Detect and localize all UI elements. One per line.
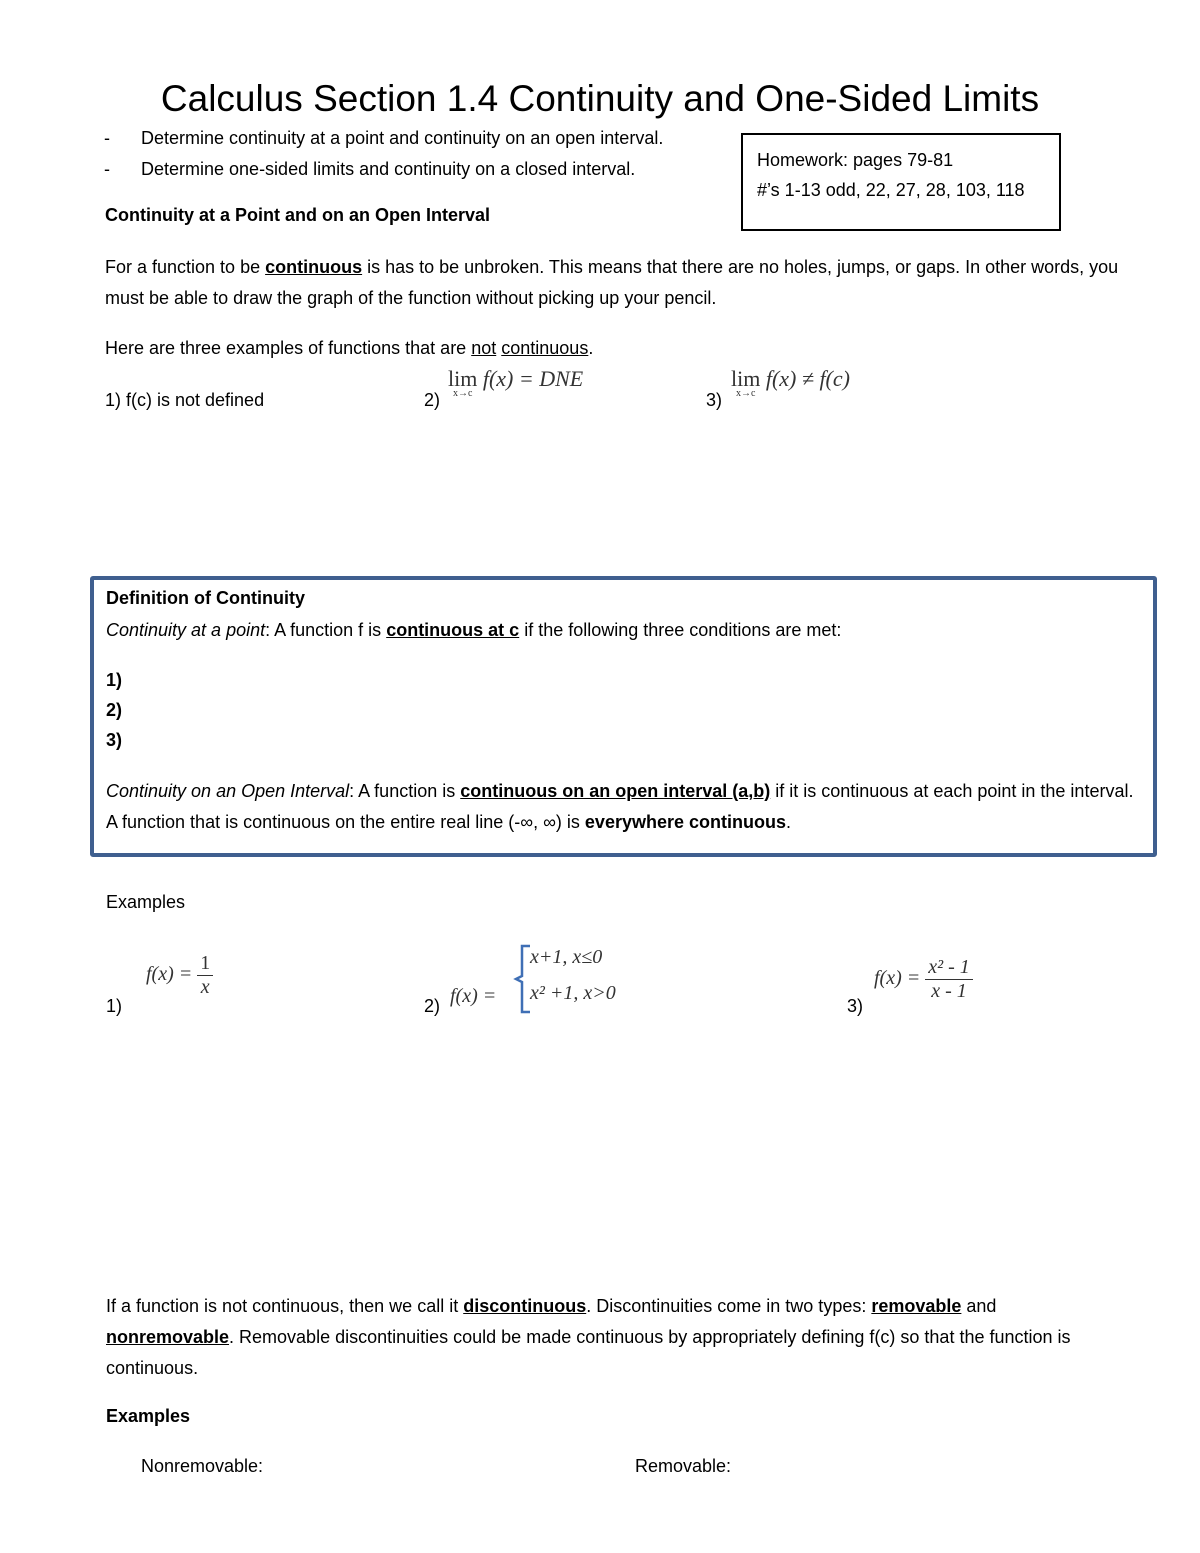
limit-expression: f(x) ≠ f(c) [765,366,850,391]
text-run: if it is continuous at each point in the interval. A function that is continuous on the entire real line (-∞, ∞) is [106,781,1134,832]
example-label: 2) [424,996,441,1016]
bullet-dash: - [104,128,110,148]
condition-item: 1) [106,670,123,690]
examples-heading: Examples [106,892,186,912]
numerator: 1 [197,952,213,976]
limit-expression: f(x) = DNE [482,366,584,391]
text-run: . [588,338,594,358]
piecewise-case-1: x+1, x≤0 [530,946,603,968]
fraction [925,956,973,1003]
homework-pages: Homework: pages 79-81 [757,150,954,170]
lim-subscript: x→c [735,388,756,399]
homework-box [741,133,1061,231]
term-continuous-at-c: continuous at c [386,620,520,640]
continuity-open-interval [106,776,1136,838]
term-everywhere-continuous: everywhere continuous [584,812,786,832]
removable-label: Removable: [635,1456,732,1476]
condition-item: 2) [106,700,123,720]
examples-intro [105,333,1145,364]
example-label: 1) [106,996,123,1016]
example-not-defined: 1) f(c) is not defined [105,390,265,410]
continuity-at-point [106,620,841,641]
function-lhs: f(x) = [874,967,921,990]
example-label: 3) [706,390,723,410]
section-heading: Continuity at a Point and on an Open Interval [105,205,491,225]
example-limit-dne [448,366,583,399]
text-run: is has to be unbroken. This means that there are no holes, jumps, or gaps. In other words, you must be able to draw the graph of the function without picking up your pencil. [105,257,1119,308]
text-run: and [961,1296,997,1316]
term-continuous-underlined: continuous [501,338,589,358]
term-nonremovable: nonremovable [106,1327,230,1347]
term-open-interval: continuous on an open interval (a,b) [460,781,771,801]
text-run: . Removable discontinuities could be made continuous by appropriately defining f(c) so that the function is continuous. [106,1327,1071,1378]
continuity-paragraph [105,252,1145,314]
definition-heading: Definition of Continuity [106,588,305,608]
function-lhs: f(x) = [146,963,193,986]
function-rational [874,956,973,1003]
bullet-dash: - [104,159,110,179]
objective-item [104,126,663,150]
page-title: Calculus Section 1.4 Continuity and One-Sided Limits [160,78,1040,119]
objective-text: Determine one-sided limits and continuity on a closed interval. [141,159,636,179]
text-run: . [785,812,791,832]
limit-operator [448,366,477,399]
objective-text: Determine continuity at a point and continuity on an open interval. [141,128,664,148]
text-run: For a function to be [105,257,266,277]
denominator: x - 1 [931,980,967,1002]
text-run: if the following three conditions are met: [519,620,842,640]
term-not: not [471,338,497,358]
term-continuous: continuous [265,257,363,277]
numerator: x² - 1 [925,956,973,980]
text-run: Here are three examples of functions that are [105,338,472,358]
objective-item [104,157,635,181]
term-discontinuous: discontinuous [463,1296,587,1316]
example-label: 3) [847,996,864,1016]
nonremovable-label: Nonremovable: [141,1456,264,1476]
discontinuity-paragraph [106,1291,1126,1384]
condition-item: 3) [106,730,123,750]
text-run: : A function is [349,781,461,801]
function-reciprocal [146,952,213,999]
denominator: x [200,976,210,998]
homework-problems: #’s 1-13 odd, 22, 27, 28, 103, 118 [757,180,1025,200]
term-removable: removable [871,1296,962,1316]
example-limit-not-equal [731,366,850,399]
definition-label: Continuity on an Open Interval [106,781,350,801]
text-run: . Discontinuities come in two types: [586,1296,872,1316]
lim-subscript: x→c [452,388,473,399]
limit-operator [731,366,760,399]
piecewise-case-2: x² +1, x>0 [530,982,616,1004]
text-run: If a function is not continuous, then we call it [106,1296,464,1316]
definition-label: Continuity at a point [106,620,266,640]
function-lhs: f(x) = [450,985,497,1007]
lim-text: lim [448,366,478,391]
examples-heading-bold: Examples [106,1406,191,1426]
lim-text: lim [731,366,761,391]
fraction [197,952,213,999]
text-run: : A function f is [265,620,387,640]
example-label: 2) [424,390,441,410]
